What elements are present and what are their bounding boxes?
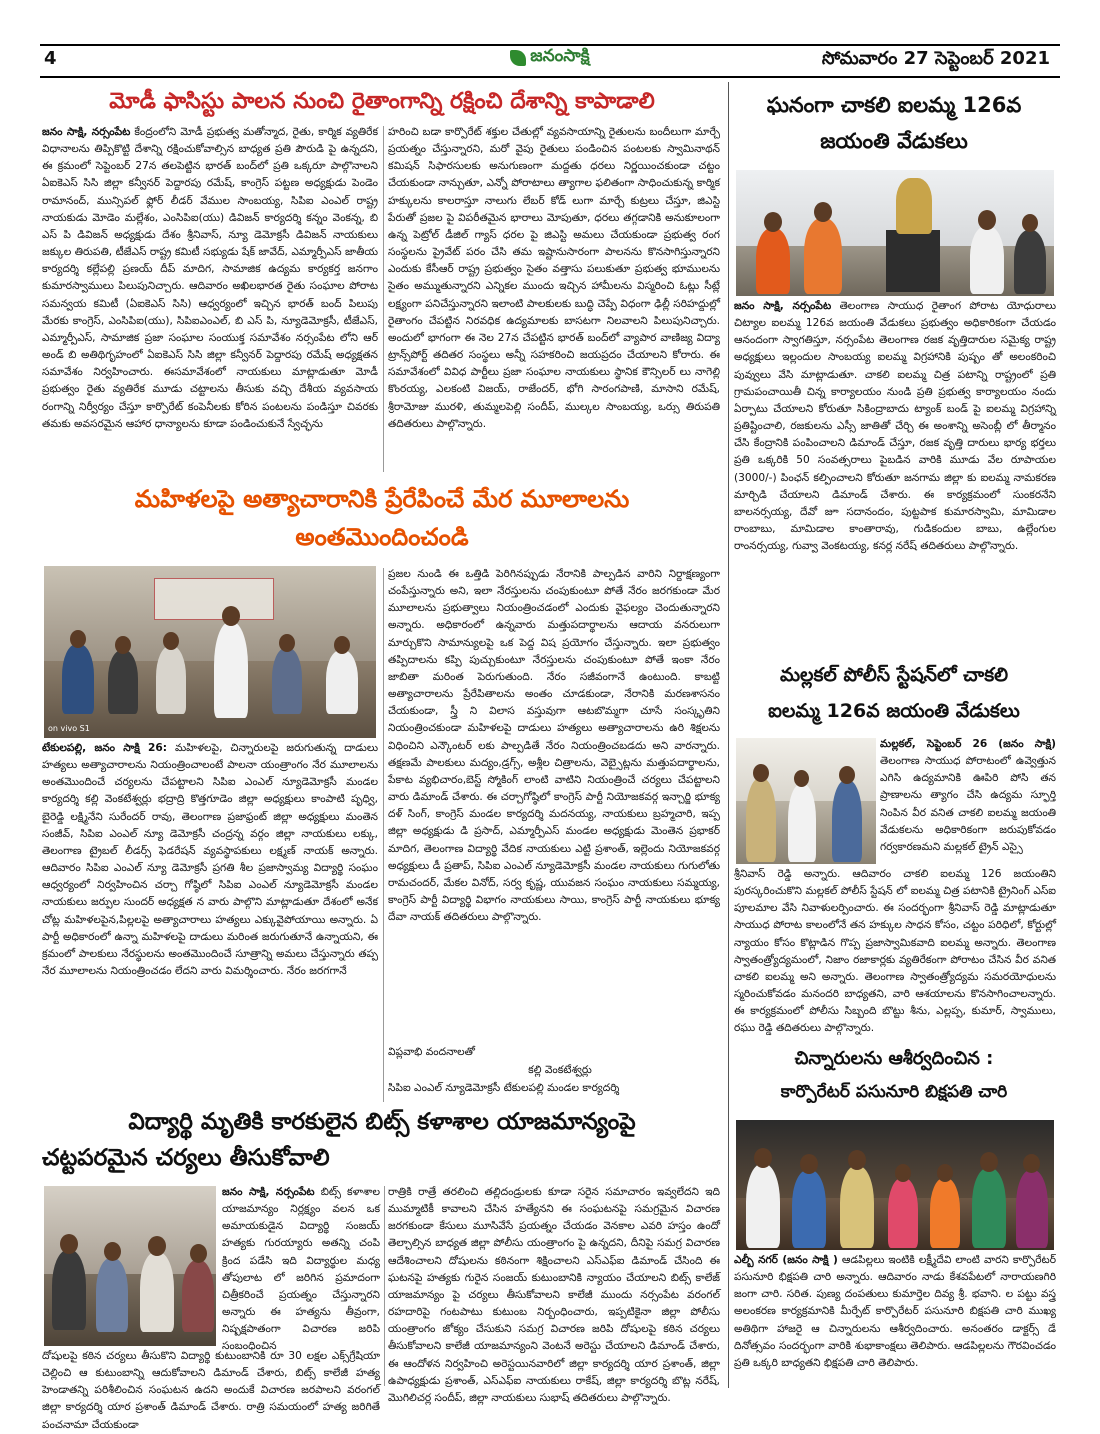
issue-date: సోమవారం 27 సెప్టెంబర్ 2021 <box>821 48 1050 69</box>
photo-watermark: on vivo S1 <box>48 724 90 733</box>
corporator-headline-line1: చిన్నారులను ఆశీర్వదించిన : <box>794 1048 994 1069</box>
student-body-col1-bottom: దోషులపై కఠిన చర్యలు తీసుకొని విద్యార్థి కుటుంబానికి రూ 30 లక్షల ఎక్స్‌గ్రేషియా చెల్లించి ఆ కుటుంబాన్ని ఆదుకోవాలని డిమాండ్ చేశారు, బిట్స్ కాలేజీ హత్య హెండాతన్ని పరిశీలించిన సంఘటన ఉదని అందుకే విచారణ జరపాలని వరంగల్ జిల్లా కార్యదర్శి యార ప్రశాంత్ డిమాండ్ చేశారు. రాత్రి సమయంలో హత్య జరిగితే పంచనామా చేయకుండా <box>42 1350 380 1431</box>
header-rule-bottom <box>40 76 1060 78</box>
mallakal-body-top-text: తెలంగాణ సాయుధ పోరాటంలో ఉవ్వెత్తున ఎగిసి ఉద్యమానికి ఊపిరి పోసి తన ప్రాణాలను త్యాగం చేసి ఉద్యమ స్ఫూర్తి నింపిన వీర వనిత చాకలి ఐలమ్మ జయంతి వేడుకలను అధికారికంగా జరుపుకోవడం గర్వకారణమని మల్లకల్ ట్రైన్ ఎస్సై <box>880 755 1056 853</box>
corporator-body <box>734 1252 1056 1388</box>
page-number: 4 <box>44 48 57 69</box>
statue-figure <box>896 178 932 234</box>
farmers-col1-text: కేంద్రంలోని మోడీ ప్రభుత్వ మతోన్మాద, రైతు, కార్మిక వ్యతిరేక విధానాలను తిప్పికొట్టి దేశాన్ని రక్షించుకోవాల్సిన బాధ్యత ప్రతి పౌరుడి పై ఉన్నదని, ఈ క్రమంలో సెప్టెంబర్ 27న తలపెట్టిన భారత్ బంద్‌లో ప్రతి ఒక్కరూ పాల్గొనాలని ఏఐకెఎస్ సిసి జిల్లా కన్వీనర్ పెద్దారపు రమేష్, కాంగ్రెస్ పట్టణ అధ్యక్షుడు పెండెం రామానంద్, మున్సిపల్ ఫ్లోర్ లీడర్ వేముల సాంబయ్య, సిపిఐ ఎంఎల్ రాష్ట్ర నాయకుడు మోడెం మల్లేశం, ఎంసిపిఐ(యు) డివిజన్ కార్యదర్శి కన్నం వెంకన్న, బి ఎస్ పి డివిజన్ అధ్యక్షుడు దేశం శ్రీనివాస్, న్యూ డెమోక్రసీ డివిజన్ నాయకులు జక్కుల తిరుపతి, టీజేఎస్ రాష్ట్ర కమిటీ సభ్యుడు షేక్ జావేద్, ఎమ్మార్పీఎస్ జాతీయ కార్యదర్శి కల్లేపల్లి ప్రణయ్ దీప్ మాదిగ, సామాజిక ఉద్యమ కార్యకర్త జనగాం కుమారస్వాములు పిలుపునిచ్చారు. ఆదివారం అఖిలభారత రైతు సంఘాల పోరాట సమన్వయ కమిటీ (ఏఐకెఎస్ సిసి) ఆధ్వర్యంలో ఇచ్చిన భారత్ బంద్ పిలుపు మేరకు కాంగ్రెస్, ఎంసిపిఐ(యు), సిపిఐఎంఎల్, బి ఎస్ పి, న్యూడెమోక్రసీ, టీజేఎస్, ఎమ్మార్పీఎస్, సామాజిక ప్రజా సంఘాల సంయుక్త సమావేశం నర్సంపేట లోని ఆర్ అండ్ బి అతిథిగృహంలో ఏఐకెఎస్ సిసి జిల్లా కన్వీనర్ పెద్దారపు రమేష్ అధ్యక్షతన సమావేశం నిర్వహించారు. ఈసమావేశంలో నాయకులు మాట్లాడుతూ మోడీ ప్రభుత్వం రైతు వ్యతిరేక మూడు చట్టాలను తీసుకు వచ్చి దేశీయ వ్యవసాయ రంగాన్ని నిర్వీర్యం చేస్తూ కార్పొరేట్ కంపెనీలకు కోరిన పంటలను పండిస్తూ చివరకు తమకు అవసరమైన ఆహార ధాన్యాలను కూడా పండించుకునే స్వేచ్ఛను <box>42 126 378 430</box>
women-signoff-3: సిపిఐ ఎంఎల్ న్యూడెమోక్రసీ టేకులపల్లి మండల కార్యదర్శి <box>388 1082 620 1094</box>
corporator-headline-line2: కార్పొరేటర్ పసునూరి బిక్షపతి చారి <box>780 1082 1008 1102</box>
ilamma-headline-line2: జయంతి వేడుకలు <box>820 129 968 153</box>
mallakal-body-top <box>880 736 1056 866</box>
ilamma-body <box>734 298 1056 660</box>
women-signoff-2: కల్లి వెంకటేశ్వర్లు <box>528 1064 592 1076</box>
mallakal-lead: మల్లకల్, సెప్టెంబర్ 26 (జనం సాక్షి) <box>880 738 1056 750</box>
student-col1-top-text: బిట్స్ కళాశాల యాజమాన్యం నిర్లక్ష్యం వలన ఒక అమాయకుడైన విద్యార్థి సంజయ్ హత్యకు గురయ్యారు అతన్ని చంపి క్రింద పడేసి ఇది విద్యార్థుల మధ్య తోపులాట లో జరిగిన ప్రమాదంగా చిత్రీకరించే ప్రయత్నం చేస్తున్నారని అన్నారు ఈ హత్యను తీవ్రంగా, నిష్పక్షపాతంగా విచారణ జరిపి సంబంధించిన <box>222 1186 380 1353</box>
women-signoff-1: విప్లవాభి వందనాలతో <box>388 1046 475 1058</box>
statue-pedestal <box>886 230 940 292</box>
women-meeting-photo <box>44 566 376 738</box>
women-headline-line1: మహిళలపై అత్యాచారానికి ప్రేరేపించే మేర మూలాలను <box>134 485 630 513</box>
blessing-ceremony-photo <box>736 1120 1054 1250</box>
mallakal-headline-line2: ఐలమ్మ 126వ జయంతి వేడుకలు <box>768 700 1020 722</box>
women-headline-line2: అంతమొందించండి <box>295 523 469 551</box>
ilamma-body-text: తెలంగాణ సాయుధ రైతాంగ పోరాట యోధురాలు చిట్యాల ఐలమ్మ 126వ జయంతి వేడుకలు ప్రభుత్వం అధికారికంగా చేయడం ఆనందంగా స్వాగతిస్తూ, నర్సంపేట తెలంగాణ రజక వృత్తిదారుల సమైక్య రాష్ట్ర అధ్యక్షులు ఇల్లందుల సాంబయ్య ఐలమ్మ విగ్రహానికి పుష్పం తో అలంకరించి పువ్వులు వేసి మాట్లాడుతూ. చాకలి ఐలమ్మ చిత్ర పటాన్ని రాష్ట్రంలో ప్రతి గ్రామపంచాయితీ చిన్న కార్యాలయం నుండి ప్రతి ప్రభుత్వ కార్యాలయం నందు ఏర్పాటు చేయాలని కోరుతూ సికింద్రాబాదు ట్యాంక్ బండ్ పై ఐలమ్మ విగ్రహాన్ని ప్రతిష్టించాలి, రజకులను ఎస్సీ జాతితో చేర్చి ఈ అంశాన్ని అసెంబ్లీ లో తీర్మానం చేసి కేంద్రానికి పంపించాలని డిమాండ్ చేస్తూ, రజక వృత్తి దారులు భార్య భర్తలు ప్రతి ఒక్కరికి 50 సంవత్సరాలు పైబడిన వారికి మూడు వేల రూపాయల (3000/-) పింఛన్ కల్పించాలని కోరుతూ జనగామ జిల్లా కు ఐలమ్మ నామకరణ మార్చిడి చేయాలని డిమాండ్ చేశారు. ఈ కార్యక్రమంలో సుంకరనేని బాలనర్సయ్య, దేవో జూ సదానందం, పుట్టపాక కుమారస్వామి, మామిడాల రాంబాబు, మామిడాల కాంతారావు, గుడికందుల బాబు, ఉల్లేంగుల రాంనర్సయ్య, గువ్వా వెంకటయ్య, కనర్ల నరేష్ తదితరులు పాల్గొన్నారు. <box>734 300 1056 553</box>
student-headline-line1: విద్యార్థి మృతికి కారకులైన బిట్స్ కళాశాల యాజమాన్యంపై <box>128 1109 636 1135</box>
banner-shape <box>154 578 274 620</box>
corporator-lead: ఎల్బీ నగర్ (జనం సాక్షి ) <box>734 1254 838 1266</box>
page-column-divider <box>728 82 729 1388</box>
logo-text: జనంసాక్షి <box>530 46 590 66</box>
farmers-column-divider <box>383 126 384 472</box>
masthead-logo <box>470 44 630 72</box>
corporator-body-text: ఆడపిల్లలు ఇంటికి లక్ష్మీదేవి లాంటి వారని కార్పొరేటర్ పసునూరి భిక్షపతి చారి అన్నారు. ఆదివారం నాడు కేశవపేటలో నారాయణగిరి జంగా చారి. సరిత. పుణ్య దంపతులు కుమార్తెల దివ్య శ్రీ. భవాని. ల పట్టు వస్త్ర అలంకరణ కార్యక్రమానికి మీర్పేట్ కార్పొరేటర్ పసునూరి బిక్షపతి చారి ముఖ్య అతిథిగా హాజరై ఆ చిన్నారులను ఆశీర్వదించారు. అనంతరం డాక్టర్స్ డే దినోత్సవం సందర్భంగా వారికి శుభాకాంక్షలు తెలిపారు. ఆడపిల్లలను గౌరవించడం ప్రతి ఒక్కరి బాధ్యతని భిక్షపతి చారి తెలిపారు. <box>734 1254 1056 1369</box>
student-lead: జనం సాక్షి, నర్సంపేట <box>222 1186 315 1198</box>
police-station-photo <box>736 738 876 864</box>
student-body-col2: రాత్రికి రాత్రే తరలించి తల్లిదండ్రులకు కూడా సరైన సమాచారం ఇవ్వలేదని ఇది ముమ్మాటికీ కావాలని చేసిన హత్యేనని ఈ సంఘటనపై సమగ్రమైన విచారణ జరగకుండా కేసులు మూసివేసే ప్రయత్నం చేయడం వెనకాల ఎవరి హస్తం ఉందో తెల్చాల్సిన బాధ్యత జిల్లా పోలీసు యంత్రాంగం పై ఉన్నదని, దీనిపై సమగ్ర విచారణ ఆదేశించాలని దోషులను కఠినంగా శిక్షించాలని ఎస్ఎఫ్ఐ డిమాండ్ చేసింది ఈ ఘటనపై హత్యకు గురైన సంజయ్ కుటుంబానికి న్యాయం చేయాలని బిట్స్ కాలేజ్ యాజమాన్యం పై చర్యలు తీసుకోవాలని కాలేజీ ముందు నర్సంపేట వరంగల్ రహదారిపై గంటపాటు కుటుంబ నిర్బంధించారు, ఇప్పటికైనా జిల్లా పోలీసు యంత్రాంగం జోక్యం చేసుకుని సమగ్ర విచారణ జరిపి దోషులపై కఠిన చర్యలు తీసుకోవాలని కాలేజీ యాజమాన్యంని వెంటనే అరెస్టు చేయాలని డిమాండ్ చేశారు, ఈ ఆందోళన నిర్వహించి అరెస్టయినవారిలో జిల్లా కార్యదర్శి యార ప్రశాంత్, జిల్లా ఉపాధ్యక్షుడు ప్రశాంత్, ఎస్ఎఫ్ఐ నాయకులు రాకేష్, జిల్లా కార్యదర్శి బొట్ల నరేష్, మొగిలిచర్ల సందీప్, జిల్లా నాయకులు సుభాష్ తదితరులు పాల్గొన్నారు. <box>388 1186 720 1404</box>
mallakal-headline-line1: మల్లకల్ పోలీస్ స్టేషన్‌లో చాకలి <box>779 664 1009 686</box>
women-column-divider <box>383 568 384 1102</box>
student-column-divider <box>384 1186 385 1386</box>
farmers-lead: జనం సాక్షి, నర్సంపేట <box>42 126 131 138</box>
farmers-headline: మోడీ ఫాసిస్టు పాలన నుంచి రైతాంగాన్ని రక్షించి దేశాన్ని కాపాడాలి <box>109 89 655 114</box>
women-body-col1 <box>42 740 378 1104</box>
mallakal-body: శ్రీనివాస్ రెడ్డి అన్నారు. ఆదివారం చాకలి ఐలమ్మ 126 జయంతిని పురస్కరించుకొని మల్లకల్ పోలీస్ స్టేషన్ లో ఐలమ్మ చిత్ర పటానికి ట్రైనింగ్ ఎస్ఐ పూలమాల వేసి నివాళులర్పించారు. ఈ సందర్భంగా శ్రీనివాస్ రెడ్డి మాట్లాడుతూ సాయుధ పోరాట కాలంలోనే తన హక్కుల సాధన కోసం, చట్టం పరిధిలో, కోర్టుల్లో న్యాయం కోసం కొట్లాడిన గొప్ప ప్రజాస్వామికవాది ఐలమ్మ అన్నారు. తెలంగాణ స్వాతంత్ర్యోద్యమంలో, నిజాం రజాకార్లకు వ్యతిరేకంగా పోరాటం చేసిన వీర వనిత చాకలి ఐలమ్మ అని అన్నారు. తెలంగాణ స్వాతంత్ర్యోద్యమ సమరయోధులను స్మరించుకోవడం మనందరి బాధ్యతని, వారి ఆశయాలను కొనసాగించాలన్నారు. ఈ కార్యక్రమంలో పోలీసు సిబ్బంది బొట్టు శీను, ఎల్లప్ప, కుమార్, స్వాములు, రఘు రెడ్డి తదితరులు పాల్గొన్నారు. <box>734 868 1056 1035</box>
women-lead: టేకులపల్లి, జనం సాక్షి 26: <box>42 742 167 754</box>
farmers-body-col2: హరించి బడా కార్పొరేట్ శక్తుల చేతుల్లో వ్యవసాయాన్ని రైతులను బందీలుగా మార్చే ప్రయత్నం చేస్తున్నారని, మరో వైపు రైతులు పండించిన పంటలకు స్వామినాథన్ కమిషన్ సిఫారసులకు అనుగుణంగా మద్దతు ధరలు నిర్ణయించకుండా చట్టం చేయకుండా నాన్చుతూ, ఎన్నో పోరాటాలు త్యాగాల ఫలితంగా సాధించుకున్న కార్మిక హక్కులను కాలరాస్తూ నాలుగు లేబర్ కోడ్ లుగా మార్చే కుట్రలు చేస్తూ, జిఎస్టి పేరుతో ప్రజల పై విపరీతమైన భారాలు మోపుతూ, ధరలు తగ్గడానికి అనుకూలంగా ఉన్న పెట్రోల్ డీజిల్ గ్యాస్ ధరల పై జిఎస్టి అమలు చేయకుండా ప్రభుత్వ రంగ సంస్థలను ప్రైవేట్ పరం చేసి తమ ఇష్టానుసారంగా పాలనను కొనసాగిస్తున్నారని ఎందుకు కేసీఆర్ రాష్ట్ర ప్రభుత్వం సైతం వత్తాసు పలుకుతూ ప్రభుత్వ భూములను సైతం అమ్ముతున్నారని ఎన్నికల ముందు ఇచ్చిన హామీలను విస్మరించి ఓట్లు సీట్లే లక్ష్యంగా పనిచేస్తున్నారని ఇలాంటి పాలకులకు బుద్ధి చెప్పే విధంగా ఢిల్లీ సరిహద్దుల్లో రైతాంగం చేపట్టిన నిరవధిక ఉద్యమాలకు బాసటగా నిలవాలని పిలుపునిచ్చారు. అందులో భాగంగా ఈ నెల 27న చేపట్టిన భారత్ బంద్‌లో వ్యాపార వాణిజ్య విద్యా ట్రాన్స్‌పోర్ట్ తదితర సంస్థలు అన్నీ సహకరించి జయప్రదం చేయాలని కోరారు. ఈ సమావేశంలో వివిధ పార్టీలు ప్రజా సంఘాల నాయకులు స్థానిక కౌన్సిలర్ లు నాగెల్లి కొంరయ్య, ఎలకంటి విజయ్, రాజేందర్, భోగి సారంగపాణి, మాసాని రమేష్, శ్రీరామోజు మురళి, తుమ్మలపెల్లి సందీప్, ముల్కల సాంబయ్య, ఒర్సు తిరుపతి తదితరులు పాల్గొన్నారు. <box>388 126 720 430</box>
ilamma-statue-photo <box>736 170 1054 296</box>
leaf-icon <box>510 50 526 66</box>
ilamma-headline-line1: ఘనంగా చాకలి ఐలమ్మ 126వ <box>766 93 1022 117</box>
student-body-col1-top <box>222 1184 380 1353</box>
ilamma-lead: జనం సాక్షి, నర్సంపేట <box>734 300 832 312</box>
women-body-col2: ప్రజల నుండి ఈ ఒత్తిడి పెరిగినప్పుడు నేరానికి పాల్పడిన వారిని నిర్దాక్షణ్యంగా చంపేస్తున్నారు అని, ఇలా నేరస్తులను చంపుకుంటూ పోతే నేరం జరగకుండా మేర మూలాలను ప్రభుత్వాలు నియంత్రించడంలో ఎందుకు వైఫల్యం చెందుతున్నారని అన్నారు. అధికారంలో ఉన్నవారు మత్తుపదార్థాలను ఆదాయ వనరులుగా మార్చుకొని సామాన్యులపై ఒక పెద్ద విష ప్రయోగం చేస్తున్నారు. ఇలా ప్రభుత్వం తప్పిదాలను కప్పి పుచ్చుకుంటూ నేరస్తులను చంపుకుంటూ పోతే ఇంకా నేరం జాబితా మరింత పెరుగుతుంది. నేరం సజీవంగానే ఉంటుంది. కాబట్టి అత్యాచారాలను ప్రేరేపితాలను అంతం చూడకుండా, నేరానికి మరణశాసనం చేయకుండా, స్త్రీ ని విలాస వస్తువుగా ఆటబొమ్మగా చూసే సంస్కృతిని నియంత్రించకుండా మహిళలపై దాడులు హత్యలు అత్యాచారాలను ఉరి శిక్షలను విధించిని ఎన్కౌంటర్ లకు పాల్పడితే నేరం నియంత్రించబడదు అని వారన్నారు. తక్షణమే పాలకులు మద్యం,డ్రగ్స్, అశ్లీల చిత్రాలను, వెబ్సైట్లను మత్తుపదార్థాలను, పేకాట వ్యభిచారం,బెస్ట్ స్మోకింగ్ లాంటి వాటిని నియంత్రించే చర్యలు చేపట్టాలని వారు డిమాండ్ చేశారు. ఈ చర్చాగోష్ఠిలో కాంగ్రెస్ పార్టీ నియోజకవర్గ ఇన్చార్జి భూక్య దళ్ సింగ్, కాంగ్రెస్ మండల కార్యదర్శి మదనయ్య, నాయకులు బ్రహ్మచారి, ఇప్ప జిల్లా అధ్యక్షుడు డి ప్రసాద్, ఎమ్మార్పీఎస్ మండల అధ్యక్షుడు మెంతెన ప్రభాకర్ మాదిగ, తెలంగాణ విద్యార్థి వేదిక నాయకులు ఎట్టి ప్రశాంత్, ఇల్లెందు నియోజకవర్గ అధ్యక్షులు డీ ప్రతాప్, సిపిఐ ఎంఎల్ న్యూడెమోక్రసీ మండల నాయకులు గుగులోతు రామచందర్, మేకల వినోద్, సర్వ కృష్ణ, యువజన సంఘం నాయకులు సమ్మయ్య, కాంగ్రెస్ పార్టీ విద్యార్థి విభాగం నాయకులు సాయి, కాంగ్రెస్ పార్టీ నాయకులు భూక్య దేవా నాయక్ తదితరులు పాల్గొన్నారు. <box>388 568 720 924</box>
women-col1-text: మహిళలపై, చిన్నారులపై జరుగుతున్న దాడులు హత్యలు అత్యాచారాలను నియంత్రించాలంటే పాలనా యంత్రాంగం నేర మూలాలను అంతమొందించే చర్యలను చేపట్టాలని సిపిఐ ఎంఎల్ న్యూడెమోక్రసీ మండల కార్యదర్శి కల్లి వెంకటేశ్వర్లు భద్రాద్రి కొత్తగూడెం జిల్లా అధ్యక్షులు కాంపాటి పృధ్వి, బైరెడ్డి లక్ష్మినేని సురేందర్ రావు, తెలంగాణ ప్రజాఫ్రంట్ జిల్లా అధ్యక్షులు మంతెన సంజీవ్, సిపిఐ ఎంఎల్ న్యూ డెమోక్రసీ చంద్రన్న వర్గం జిల్లా నాయకులు లక్కు, తెలంగాణ ట్రైబల్ లీడర్స్ ఫెడరేషన్ వ్యవస్థాపకులు లక్ష్మణ్ నాయక్ అన్నారు. ఆదివారం సిపిఐ ఎంఎల్ న్యూ డెమోక్రసీ ప్రగతి శీల ప్రజాస్వామ్య విద్యార్థి సంఘం ఆధ్వర్యంలో నిర్వహించిన చర్చా గోష్ఠిలో సిపిఐ ఎంఎల్ న్యూడెమోక్రసీ మండల నాయకులు జర్పుల సుందర్ అధ్యక్షత న వారు పాల్గొని మాట్లాడుతూ దేశంలో అనేక చోట్ల మహిళలపైన,పిల్లలపై అత్యాచారాలు హత్యలు ఎక్కువైపోయాయి అన్నారు. ఏ పార్టీ అధికారంలో ఉన్నా మహిళలపై దాడులు మరింత జరుగుతూనే ఉన్నాయని, ఈ క్రమంలో పాలకులు నేరస్థులను అంతమొందించే సూత్రాన్ని అమలు చేస్తున్నారు తప్ప నేర మూలాలను నియంత్రించడం లేదని వారు విమర్శించారు. నేరం జరగగానే <box>42 742 378 978</box>
student-protest-photo <box>44 1186 216 1346</box>
farmers-body-col1 <box>42 124 378 476</box>
student-headline-line2: చట్టపరమైన చర్యలు తీసుకోవాలి <box>42 1145 330 1171</box>
